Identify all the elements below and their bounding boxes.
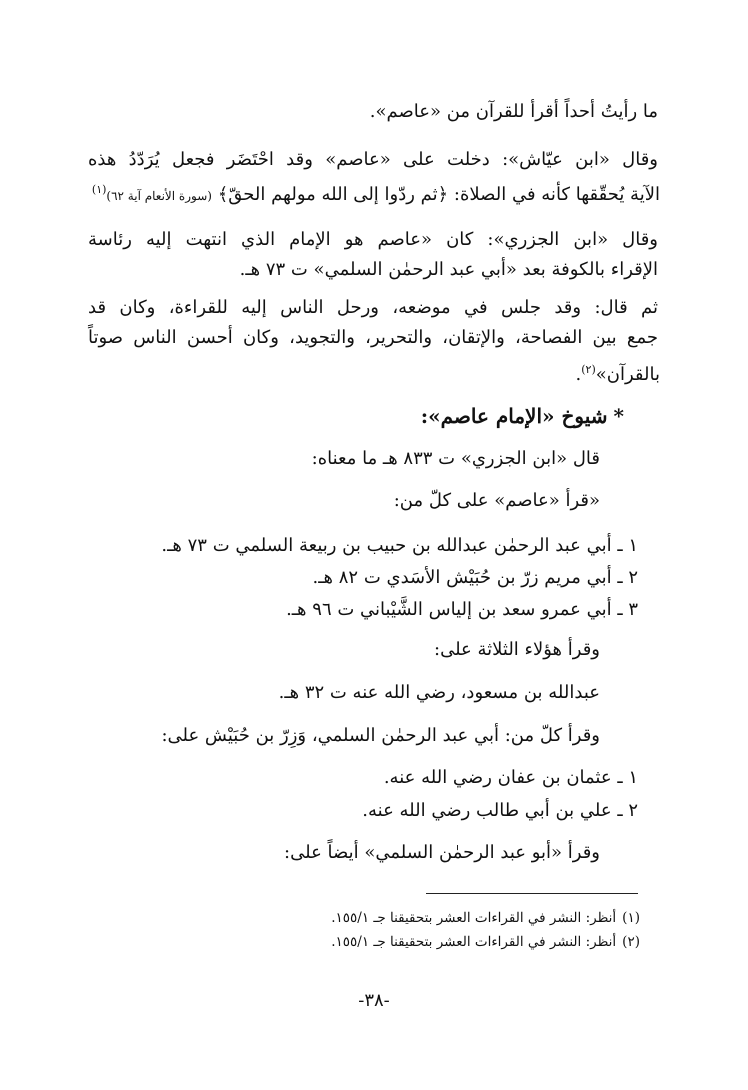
section-title: شيوخ «الإمام عاصم»: [420, 404, 608, 428]
verse-text: الآية يُحقّقها كأنه في الصلاة: ﴿ثم ردّوا إلى الله مولهم الحقّ﴾ [217, 184, 660, 205]
footnote-marker: (١) [91, 183, 107, 196]
paragraph-line: عبدالله بن مسعود، رضي الله عنه ت ٣٢ هـ. [278, 682, 600, 703]
paragraph-line: وقال «ابن الجزري»: كان «عاصم هو الإمام الذي انتهت إليه رئاسة [88, 229, 658, 250]
teacher-list-item: ٣ ـ أبي عمرو سعد بن إلياس الشَّيْباني ت ٩٦ هـ. [286, 599, 638, 620]
period: . [575, 364, 582, 385]
paragraph-line: ما رأيتُ أحداً أقرأ للقرآن من «عاصم». [369, 101, 658, 122]
star-bullet-icon: * [613, 404, 624, 428]
footnote-separator [426, 893, 638, 894]
paragraph-line: وقرأ هؤلاء الثلاثة على: [434, 639, 600, 660]
paragraph-line: وقال «ابن عيّاش»: دخلت على «عاصم» وقد احْتَضَر فجعل يُرَدّدُ هذه [88, 149, 658, 170]
companion-list-item: ١ ـ عثمان بن عفان رضي الله عنه. [383, 767, 638, 788]
footnote-number: (١) [622, 910, 640, 926]
footnote [331, 908, 640, 928]
paragraph-line: جمع بين الفصاحة، والإتقان، والتحرير، والتجويد، وكان أحسن الناس صوتاً [88, 327, 658, 348]
paragraph-line: وقرأ «أبو عبد الرحمٰن السلمي» أيضاً على: [284, 842, 600, 863]
teacher-list-item: ٢ ـ أبي مريم زرّ بن حُبَيْش الأسَدي ت ٨٢ هـ. [312, 567, 638, 588]
section-heading [421, 402, 624, 430]
companion-list-item: ٢ ـ علي بن أبي طالب رضي الله عنه. [362, 800, 638, 821]
page-number: -٣٨- [358, 990, 390, 1011]
intro-line: قال «ابن الجزري» ت ٨٣٣ هـ ما معناه: [311, 448, 600, 469]
footnote-text: أنظر: النشر في القراءات العشر بتحقيقنا جـ ١٥٥/١. [331, 910, 617, 926]
footnote [331, 932, 640, 952]
footnote-marker: (٢) [581, 363, 596, 376]
paragraph-line: وقرأ كلّ من: أبي عبد الرحمٰن السلمي، وَزِرّ بن حُبَيْش على: [161, 725, 600, 746]
lead-line: «قرأ «عاصم» على كلّ من: [393, 490, 600, 511]
paragraph-line: الإقراء بالكوفة بعد «أبي عبد الرحمٰن السلمي» ت ٧٣ هـ. [239, 259, 658, 280]
paragraph-line [92, 176, 660, 210]
teacher-list-item: ١ ـ أبي عبد الرحمٰن عبدالله بن حبيب بن ربيعة السلمي ت ٧٣ هـ. [161, 535, 638, 556]
paragraph-text: بالقرآن» [595, 364, 660, 385]
paragraph-line: ثم قال: وقد جلس في موضعه، ورحل الناس إليه للقراءة، وكان قد [88, 297, 658, 318]
verse-reference: (سورة الأنعام آية ٦٢) [106, 189, 212, 203]
paragraph-line [576, 356, 661, 389]
footnote-text: أنظر: النشر في القراءات العشر بتحقيقنا جـ ١٥٥/١. [331, 934, 617, 950]
footnote-number: (٢) [622, 934, 640, 950]
